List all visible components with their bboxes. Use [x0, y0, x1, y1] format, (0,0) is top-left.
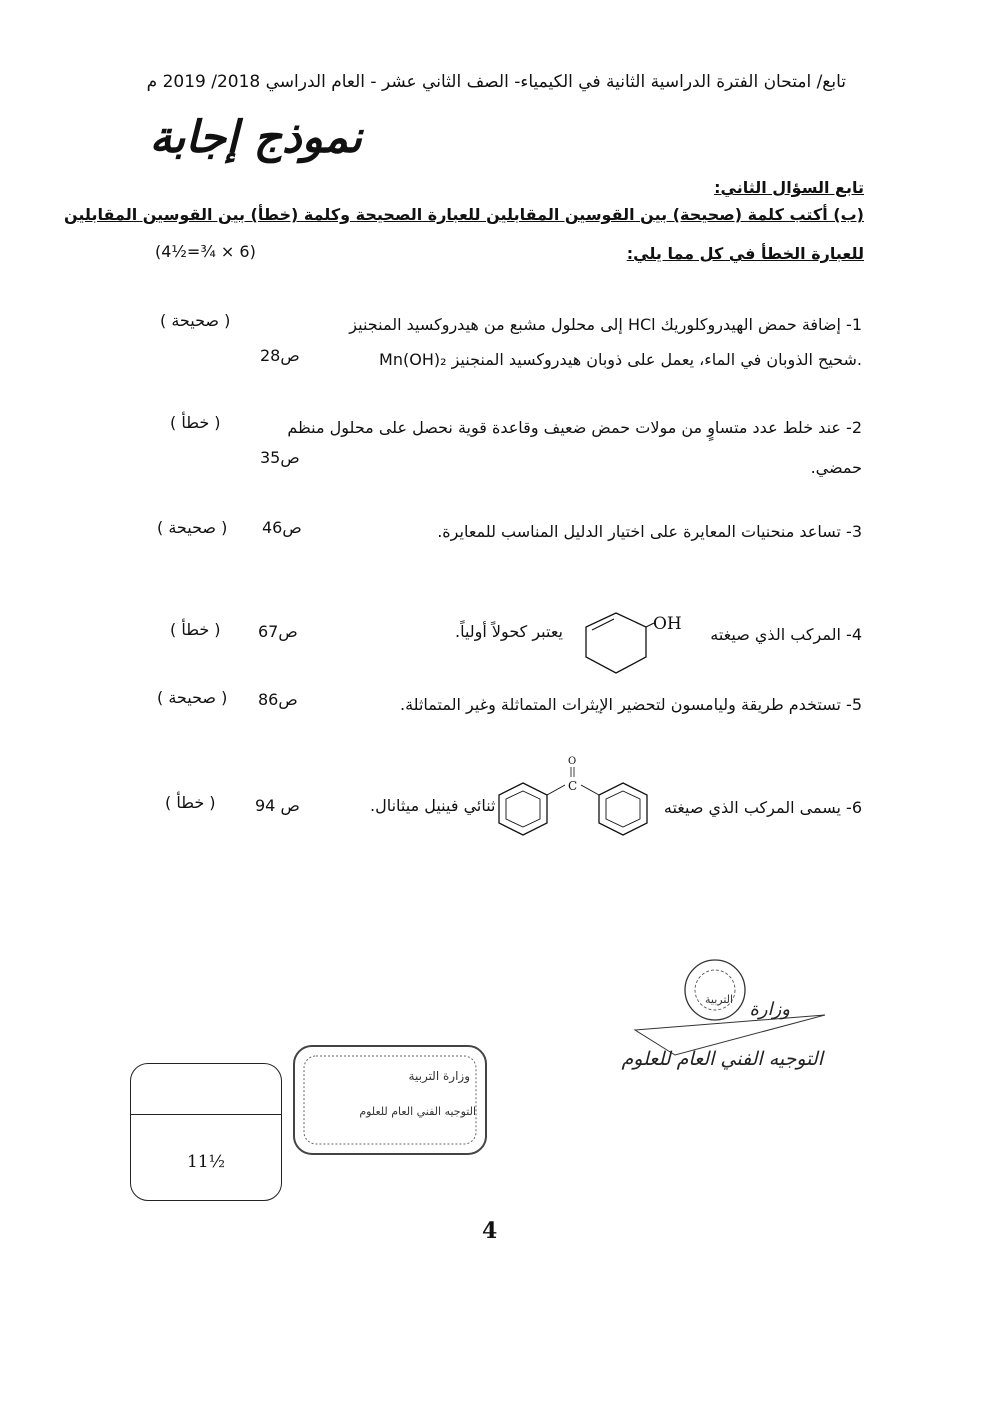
cyclohexanol-structure [578, 605, 688, 685]
section-title: تابع السؤال الثاني: [714, 178, 864, 197]
seal-circle [685, 960, 745, 1020]
double-bond-line [592, 619, 614, 630]
question-1-answer: ( صحيحة ) [160, 311, 231, 330]
question-5-answer: ( صحيحة ) [157, 688, 228, 707]
question-1-page-ref: ص28 [260, 346, 300, 365]
question-2-page-ref: ص35 [260, 448, 300, 467]
answer-model-title: نموذج إجابة [149, 112, 362, 163]
question-5-line-1: 5- تستخدم طريقة وليامسون لتحضير الإيثرات المتماثلة وغير المتماثلة. [400, 695, 862, 714]
question-4-text-b: يعتبر كحولاً أولياً. [455, 622, 563, 641]
question-6-text-a: 6- يسمى المركب الذي صيغته [663, 798, 862, 817]
left-ring-inner [506, 791, 540, 827]
score-value: 11½ [186, 1152, 226, 1172]
stamp-border [294, 1046, 486, 1154]
question-1-line-2: Mn(OH)₂ شحيح الذوبان في الماء، يعمل على ذوبان هيدروكسيد المنجنيز. [379, 350, 862, 369]
exam-header: تابع/ امتحان الفترة الدراسية الثانية في الكيمياء- الصف الثاني عشر - العام الدراسي 2018/ 2019 م [146, 72, 846, 92]
question-2-answer: ( خطأ ) [170, 413, 221, 432]
question-3-line-1: 3- تساعد منحنيات المعايرة على اختيار الدليل المناسب للمعايرة. [437, 522, 862, 541]
question-6-page-ref: ص 94 [255, 796, 300, 815]
instruction-line-2: للعبارة الخطأ في كل مما يلي: [626, 244, 864, 263]
question-5-page-ref: ص86 [258, 690, 298, 709]
question-1-line-1: 1- إضافة حمض الهيدروكلوريك HCl إلى محلول مشبع من هيدروكسيد المنجنيز [349, 315, 862, 334]
signature-line-2: التوجيه الفني العام للعلوم [621, 1048, 823, 1070]
question-4-answer: ( خطأ ) [170, 620, 221, 639]
official-stamp [290, 1040, 490, 1160]
instruction-line-1: (ب) أكتب كلمة (صحيحة) بين القوسين المقابلين للعبارة الصحيحة وكلمة (خطأ) بين القوسين المقابلين [63, 205, 864, 224]
question-2-line-1: 2- عند خلط عدد متساوٍ من مولات حمض ضعيف وقاعدة قوية نحصل على محلول منظم [287, 418, 862, 437]
benzophenone-structure [495, 755, 665, 855]
left-bond [547, 785, 565, 795]
score-divider [131, 1114, 281, 1115]
question-4-page-ref: ص67 [258, 622, 298, 641]
page-number: 4 [482, 1218, 498, 1244]
question-3-answer: ( صحيحة ) [157, 518, 228, 537]
question-6-answer: ( خطأ ) [165, 793, 216, 812]
stamp-line-1: وزارة التربية [408, 1069, 470, 1083]
question-3-page-ref: ص46 [262, 518, 302, 537]
stamp-line-2: التوجيه الفني العام للعلوم [359, 1105, 476, 1118]
right-ring-inner [606, 791, 640, 827]
carbon-atom-label: C [568, 779, 578, 793]
score-box [130, 1063, 282, 1201]
question-2-line-2: حمضي. [810, 458, 862, 477]
signature-line-1: وزارة [749, 999, 790, 1020]
right-bond [581, 785, 599, 795]
seal-text: التربية [705, 993, 734, 1006]
supervisor-signature [565, 955, 835, 1100]
oh-label: OH [653, 614, 682, 634]
question-6-text-b: ثنائي فينيل ميثانال. [370, 796, 496, 815]
hexagon-ring [586, 613, 646, 673]
question-4-text-a: 4- المركب الذي صيغته [710, 625, 862, 644]
marks-allocation: (4½=¾ × 6) [155, 242, 256, 261]
oxygen-atom-label: O [568, 756, 577, 767]
